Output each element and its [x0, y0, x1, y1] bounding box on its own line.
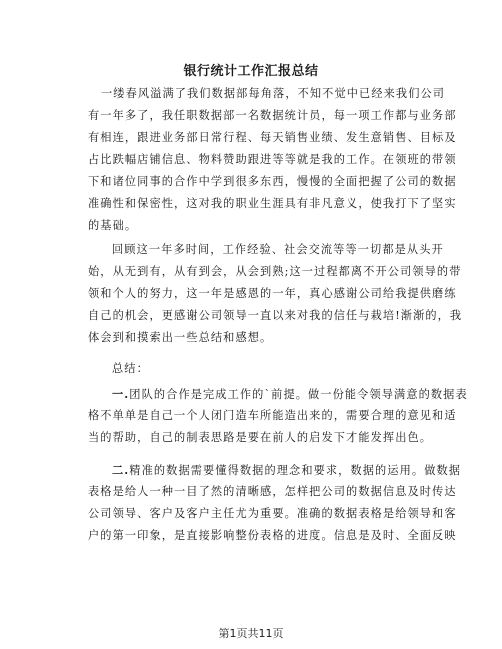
paragraph-line: 始，从无到有，从有到会，从会到熟;这一过程都离不开公司领导的带 — [88, 265, 462, 278]
paragraph-line: 下和诸位同事的合作中学到很多东西，慢慢的全面把握了公司的数据 — [88, 175, 457, 188]
paragraph-line: 格不单单是自己一个人闭门造车所能造出来的，需要合理的意见和适 — [88, 409, 457, 422]
point-1-text: 团队的合作是完成工作的`前提。做一份能令领导满意的数据表 — [129, 388, 468, 401]
paragraph-line: 一缕春风溢满了我们数据部每角落，不知不觉中已经来我们公司 — [101, 87, 446, 100]
paragraph-line: 表格是给人一种一目了然的清晰感，怎样把公司的数据信息及时传达 — [88, 485, 457, 498]
paragraph-line: 领和个人的努力，这一年是感恩的一年，真心感谢公司给我提供磨练 — [88, 287, 457, 300]
point-2-first-line — [112, 463, 461, 478]
point-1-heading: 一. — [112, 387, 130, 401]
paragraph-line: 体会到和摸索出一些总结和感想。 — [88, 331, 273, 344]
point-2-text: 精准的数据需要懂得数据的理念和要求，数据的运用。做数据 — [129, 464, 462, 477]
paragraph-line: 户的第一印象，是直接影响整份表格的进度。信息是及时、全面反映 — [88, 529, 457, 542]
point-2-heading: 二. — [112, 463, 130, 477]
document-title: 银行统计工作汇报总结 — [183, 64, 319, 79]
paragraph-line: 准确性和保密性，这对我的职业生涯具有非凡意义，使我打下了坚实 — [88, 197, 457, 210]
page-footer: 第1页共11页 — [218, 627, 284, 640]
paragraph-line: 当的帮助，自己的制表思路是要在前人的启发下才能发挥出色。 — [88, 431, 433, 444]
paragraph-line: 有一年多了，我任职数据部一名数据统计员，每一项工作都与业务部 — [88, 109, 457, 122]
paragraph-line: 有相连，跟进业务部日常行程、每天销售业绩、发生意销售、目标及 — [88, 131, 457, 144]
paragraph-line: 的基础。 — [88, 219, 138, 232]
point-1-first-line — [112, 387, 468, 402]
paragraph-line: 回顾这一年多时间，工作经验、社会交流等等一切都是从头开 — [112, 243, 444, 256]
paragraph-line: 自己的机会，更感谢公司领导一直以来对我的信任与栽培!渐渐的，我 — [88, 309, 463, 322]
paragraph-line: 占比跌幅店铺信息、物料赞助跟进等等就是我的工作。在领班的带领 — [88, 153, 457, 166]
paragraph-line: 公司领导、客户及客户主任尤为重要。准确的数据表格是给领导和客 — [88, 507, 457, 520]
summary-label: 总结： — [112, 362, 149, 375]
